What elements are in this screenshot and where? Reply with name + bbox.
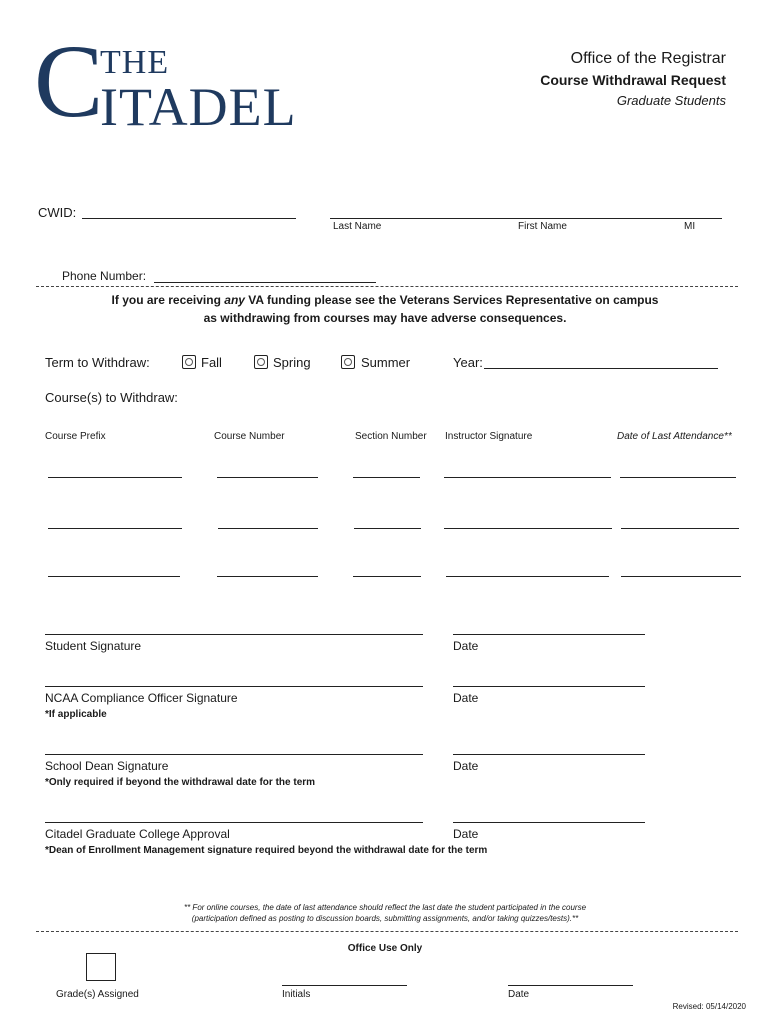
office-use-title: Office Use Only [347,943,423,954]
header-instructor-signature: Instructor Signature [445,431,533,442]
spring-checkbox[interactable] [254,355,268,369]
footnote-line1: ** For online courses, the date of last attendance should reflect the last date the student participated in the course [183,903,587,912]
logo-big-c: C [34,24,104,139]
initials-field[interactable] [282,985,407,986]
cgc-date-label: Date [453,827,479,841]
ncaa-date-field[interactable] [453,686,645,687]
grades-box[interactable] [86,953,116,981]
course-number-field[interactable] [217,576,318,577]
office-date-label: Date [508,989,530,1000]
fall-label: Fall [201,355,222,370]
courses-label: Course(s) to Withdraw: [45,390,178,405]
citadel-logo [34,24,324,139]
header-course-number: Course Number [214,431,285,442]
office-date-field[interactable] [508,985,633,986]
ncaa-date-label: Date [453,691,479,705]
student-signature-label: Student Signature [45,639,142,653]
year-label: Year: [453,355,483,370]
mi-label: MI [684,221,696,232]
office-name: Office of the Registrar [570,50,726,67]
course-number-field[interactable] [217,477,318,478]
fall-checkbox[interactable] [182,355,196,369]
student-date-field[interactable] [453,634,645,635]
section-number-field[interactable] [354,528,421,529]
cwid-field[interactable] [82,218,296,219]
header-course-prefix: Course Prefix [45,431,106,442]
first-name-label: First Name [518,221,567,232]
last-attendance-field[interactable] [621,528,739,529]
course-prefix-field[interactable] [48,528,182,529]
last-attendance-field[interactable] [620,477,736,478]
instructor-signature-field[interactable] [444,477,611,478]
form-subtitle: Graduate Students [616,93,726,108]
cgc-approval-label: Citadel Graduate College Approval [45,827,230,841]
course-number-field[interactable] [218,528,318,529]
dashed-divider [36,286,738,287]
summer-checkbox[interactable] [341,355,355,369]
course-prefix-field[interactable] [48,477,182,478]
ncaa-signature-label: NCAA Compliance Officer Signature [45,691,238,705]
student-signature-field[interactable] [45,634,423,635]
form-title: Course Withdrawal Request [540,72,726,88]
dashed-divider-bottom [36,931,738,932]
last-attendance-field[interactable] [621,576,741,577]
dean-signature-label: School Dean Signature [45,759,169,773]
course-prefix-field[interactable] [48,576,180,577]
name-field[interactable] [330,218,722,219]
grades-assigned-label: Grade(s) Assigned [56,989,139,1000]
dean-date-label: Date [453,759,479,773]
dean-date-field[interactable] [453,754,645,755]
footnote-line2: (participation defined as posting to discussion boards, submitting assignments, and/or taking quizzes/tests).** [191,914,579,923]
summer-label: Summer [361,355,411,370]
header-last-attendance: Date of Last Attendance** [617,431,732,442]
dean-signature-field[interactable] [45,754,423,755]
ncaa-note: *If applicable [45,709,107,720]
instructor-signature-field[interactable] [446,576,609,577]
va-notice-line2: as withdrawing from courses may have adverse consequences. [203,311,567,325]
dean-note: *Only required if beyond the withdrawal date for the term [45,777,316,788]
logo-itadel: ITADEL [100,77,297,137]
section-number-field[interactable] [353,576,421,577]
phone-field[interactable] [154,282,376,283]
instructor-signature-field[interactable] [444,528,612,529]
logo-the: THE [100,44,170,81]
va-notice-line1: If you are receiving any VA funding please see the Veterans Services Representative on campus [111,293,659,307]
term-label: Term to Withdraw: [45,355,150,370]
initials-label: Initials [282,989,311,1000]
year-field[interactable] [484,368,718,369]
last-name-label: Last Name [333,221,382,232]
section-number-field[interactable] [353,477,420,478]
spring-label: Spring [273,355,311,370]
ncaa-signature-field[interactable] [45,686,423,687]
cgc-approval-field[interactable] [45,822,423,823]
student-date-label: Date [453,639,479,653]
revised-date: Revised: 05/14/2020 [672,1002,746,1011]
phone-label: Phone Number: [62,269,147,283]
cgc-note: *Dean of Enrollment Management signature required beyond the withdrawal date for the term [45,845,488,856]
header-section-number: Section Number [355,431,427,442]
cwid-label: CWID: [38,205,77,220]
cgc-date-field[interactable] [453,822,645,823]
